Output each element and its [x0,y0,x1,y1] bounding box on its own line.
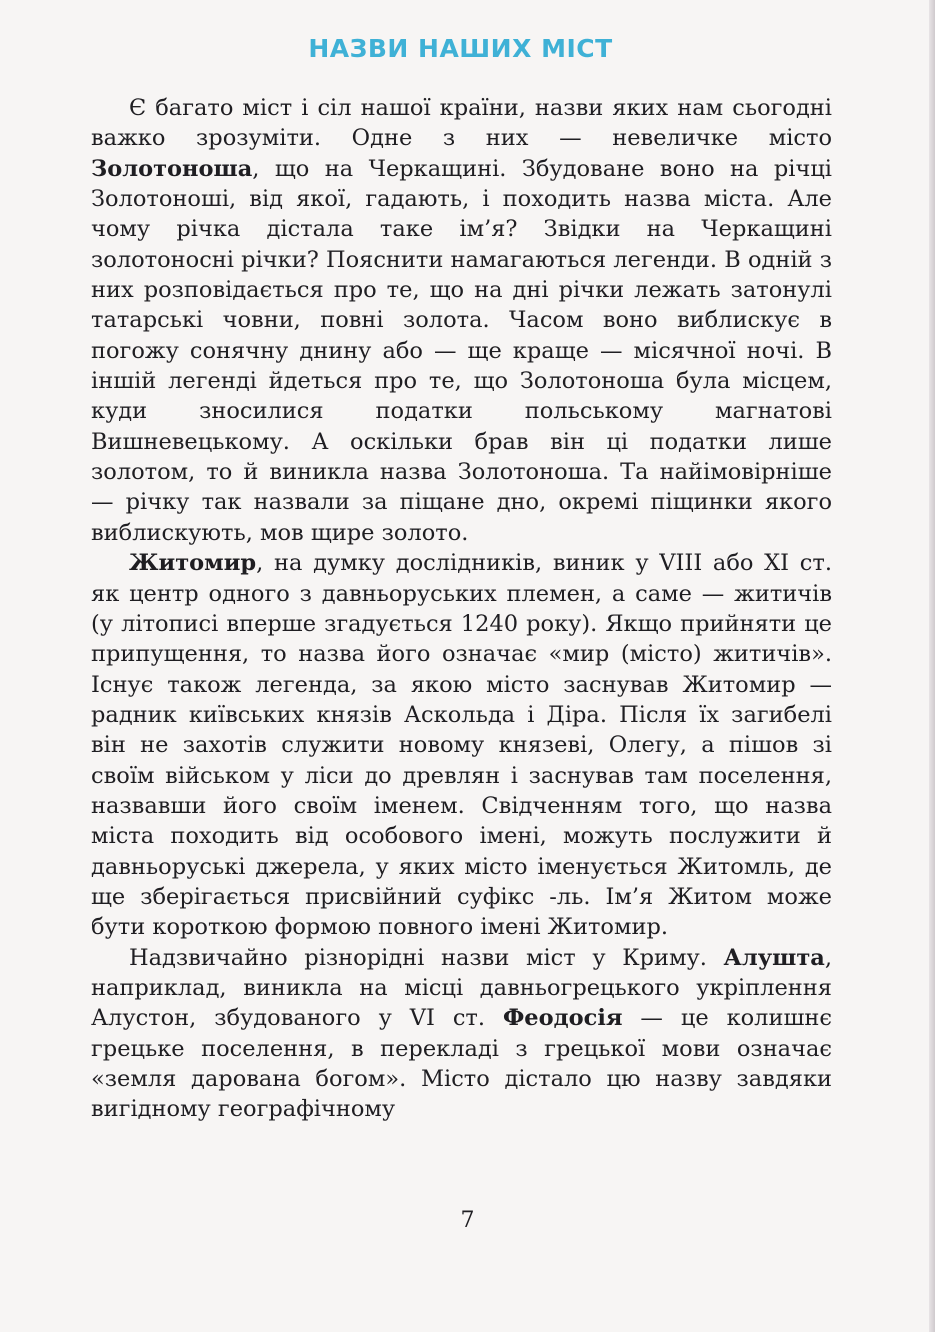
city-name-alushta: Алушта [723,944,825,971]
city-name-zolotonosha: Золотоноша [91,155,253,182]
article-body [91,93,832,1125]
paragraph-crimea [91,943,832,1125]
paragraph-zhytomyr [91,548,832,942]
paragraph-text: Є багато міст і сіл нашої країни, назви яких нам сьогодні важко зрозуміти. Одне з них — невеличке місто [91,95,832,152]
paragraph-zolotonosha [91,93,832,548]
paragraph-text: , наприклад, виникла на місці давньогрецького укріплення Алустон, збудованого у VI ст. [91,944,832,1032]
page-number: 7 [460,1208,475,1233]
paragraph-text: Надзвичайно різнорідні назви міст у Криму. [129,944,724,971]
city-name-feodosia: Феодосія [502,1005,623,1032]
paragraph-text: , на думку дослідників, виник у VIII або XI ст. як центр одного з давньоруських племен, а саме — житичів (у літописі вперше згадується 1240 року). Якщо прийняти це припущення, то назва його означає «мир (місто) житичів». Існує також легенда, за якою місто заснував Житомир — радник київських князів Аскольда і Діра. Після їх загибелі він не захотів служити новому князеві, Олегу, а пішов зі своїм військом у ліси до древлян і заснував там поселення, назвавши його своїм іменем. Свідченням того, що назва міста походить від особового імені, можуть послужити й давньоруські джерела, у яких місто іменується Житомль, де ще зберігається присвійний суфікс -ль. Ім’я Житом може бути короткою формою повного імені Житомир. [91,550,832,941]
city-name-zhytomyr: Житомир [129,550,257,577]
paragraph-text: — це колишнє грецьке поселення, в перекладі з грецької мови означає «земля дарована богом». Місто дістало цю назву завдяки вигідному географічному [91,1005,832,1123]
page-title: НАЗВИ НАШИХ МІСТ [308,34,613,63]
page-edge [929,0,935,1332]
paragraph-text: , що на Черкащині. Збудоване воно на річці Золотоноші, від якої, гадають, і походить назва міста. Але чому річка дістала таке ім’я? Звідки на Черкащині золотоносні річки? Пояснити намагаються легенди. В одній з них розповідається про те, що на дні річки лежать затонулі татарські човни, повні золота. Часом воно виблискує в погожу сонячну днину або — ще краще — місячної ночі. В іншій легенді йдеться про те, що Золотоноша була місцем, куди зносилися податки польському магнатові Вишневецькому. А оскільки брав він ці податки лише золотом, то й виникла назва Золотоноша. Та найімовірніше — річку так назвали за піщане дно, окремі піщинки якого виблискують, мов щире золото. [91,155,832,546]
